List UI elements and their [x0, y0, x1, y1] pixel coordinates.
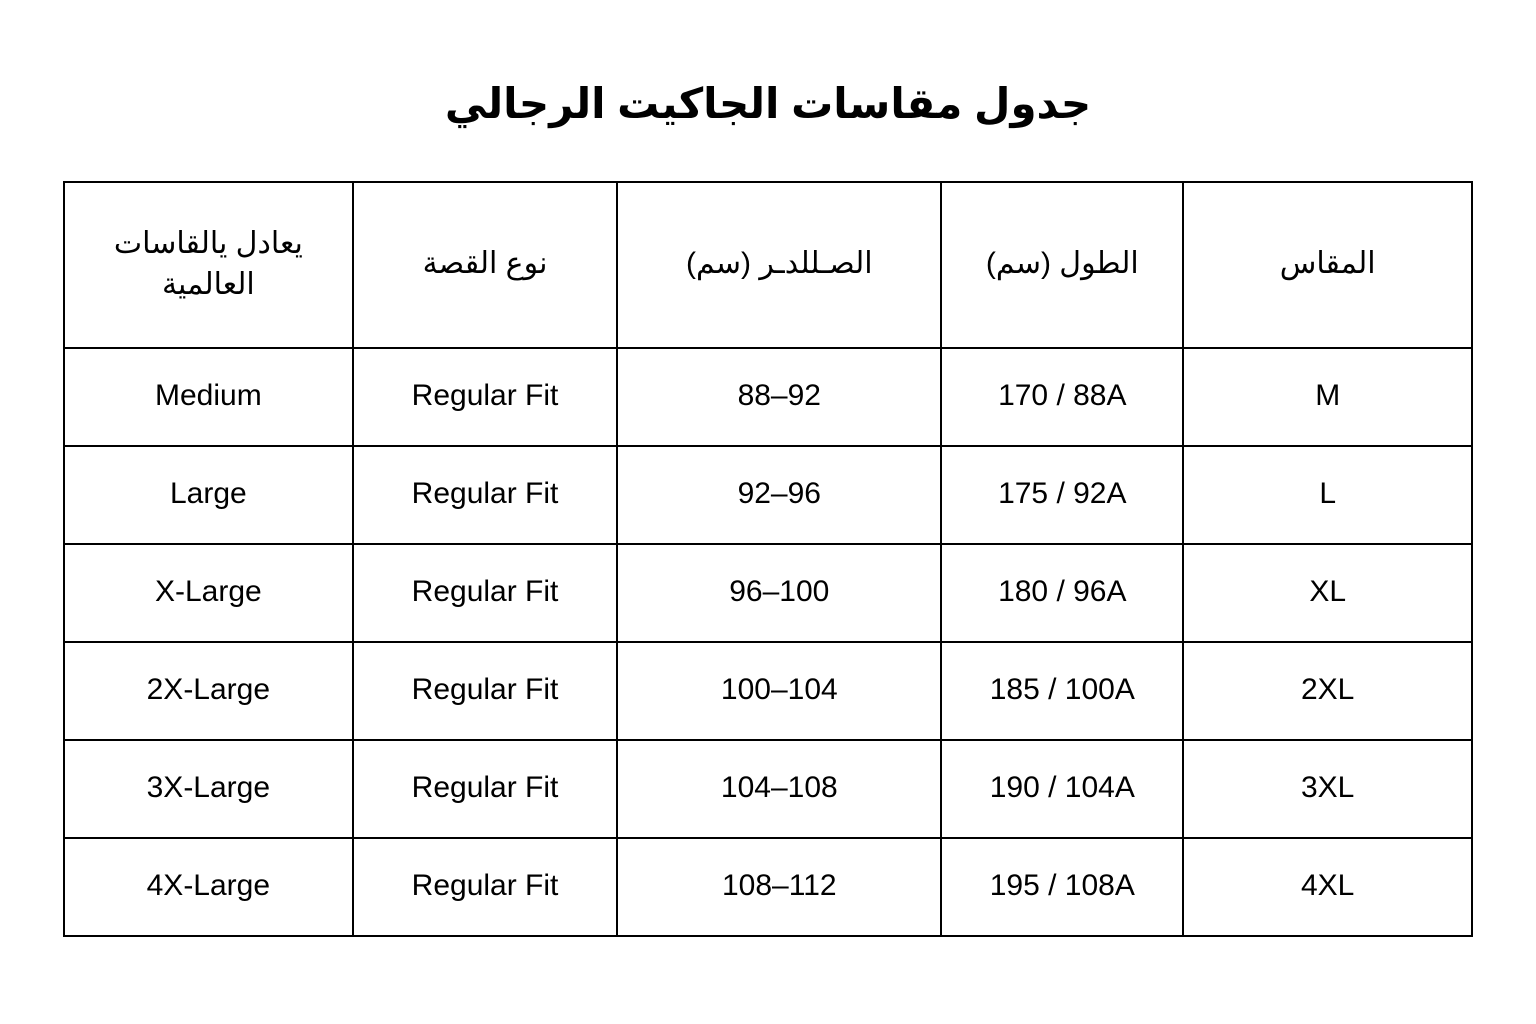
cell-size: M	[1183, 348, 1472, 446]
cell-fit: Regular Fit	[353, 446, 618, 544]
cell-fit: Regular Fit	[353, 838, 618, 936]
table-header	[64, 182, 1472, 348]
cell-size: 4XL	[1183, 838, 1472, 936]
page-title: جدول مقاسات الجاكيت الرجالي	[444, 80, 1092, 127]
cell-chest: 108–112	[617, 838, 941, 936]
cell-fit: Regular Fit	[353, 642, 618, 740]
cell-chest: 100–104	[617, 642, 941, 740]
column-header-length: الطول (سم)	[941, 182, 1183, 348]
cell-length: 185 / 100A	[941, 642, 1183, 740]
column-header-international: يعادل يالقاسات العالمية	[64, 182, 353, 348]
table-row	[64, 348, 1472, 446]
cell-length: 170 / 88A	[941, 348, 1183, 446]
cell-international: X-Large	[64, 544, 353, 642]
cell-size: 2XL	[1183, 642, 1472, 740]
cell-size: 3XL	[1183, 740, 1472, 838]
table-row	[64, 642, 1472, 740]
table-row	[64, 446, 1472, 544]
cell-chest: 104–108	[617, 740, 941, 838]
cell-length: 190 / 104A	[941, 740, 1183, 838]
cell-fit: Regular Fit	[353, 348, 618, 446]
table-row	[64, 740, 1472, 838]
cell-size: XL	[1183, 544, 1472, 642]
cell-fit: Regular Fit	[353, 740, 618, 838]
column-header-fit: نوع القصة	[353, 182, 618, 348]
cell-length: 175 / 92A	[941, 446, 1183, 544]
size-chart-table	[63, 181, 1473, 937]
column-header-size: المقاس	[1183, 182, 1472, 348]
cell-chest: 96–100	[617, 544, 941, 642]
table-row	[64, 544, 1472, 642]
cell-international: 3X-Large	[64, 740, 353, 838]
cell-length: 180 / 96A	[941, 544, 1183, 642]
column-header-chest: الصـللدـر (سم)	[617, 182, 941, 348]
cell-fit: Regular Fit	[353, 544, 618, 642]
cell-international: 2X-Large	[64, 642, 353, 740]
cell-chest: 92–96	[617, 446, 941, 544]
size-chart-container	[63, 181, 1473, 937]
table-body	[64, 348, 1472, 936]
cell-international: Medium	[64, 348, 353, 446]
cell-chest: 88–92	[617, 348, 941, 446]
cell-length: 195 / 108A	[941, 838, 1183, 936]
cell-international: 4X-Large	[64, 838, 353, 936]
cell-international: Large	[64, 446, 353, 544]
cell-size: L	[1183, 446, 1472, 544]
table-header-row	[64, 182, 1472, 348]
table-row	[64, 838, 1472, 936]
